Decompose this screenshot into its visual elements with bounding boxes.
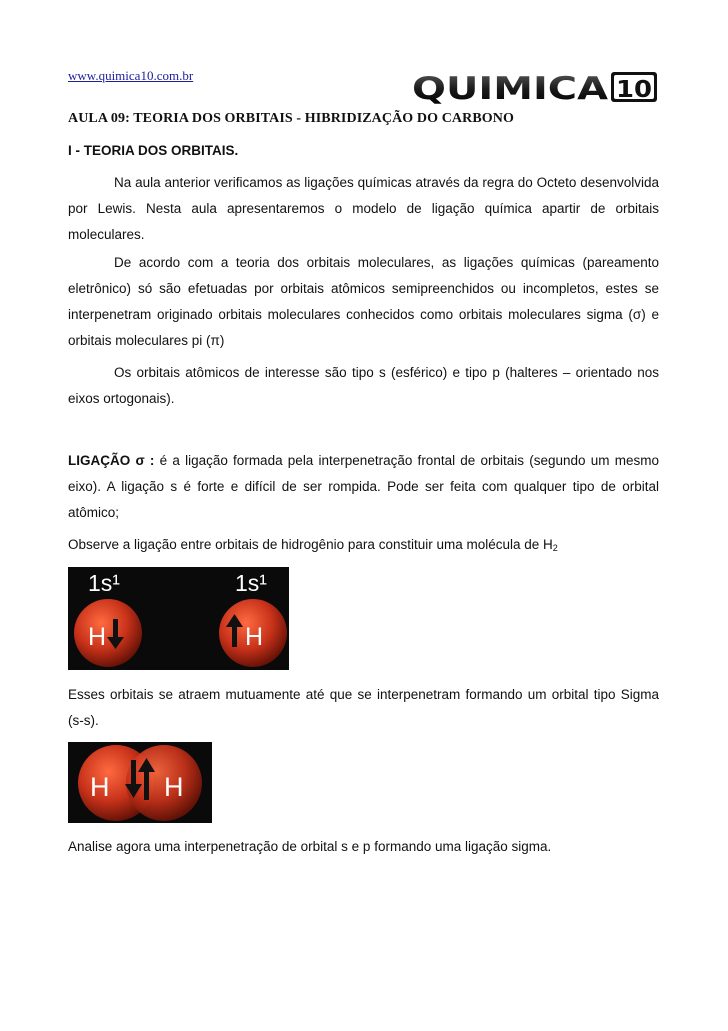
quimica10-logo [410,70,660,104]
site-url-link[interactable]: www.quimica10.com.br [68,68,194,83]
paragraph-sigma-bond [68,448,659,526]
overlap-right-atom: H [164,772,184,802]
observe-subscript: 2 [552,543,558,553]
paragraph-molecular-orbitals [68,250,659,354]
paragraph-observe [68,532,659,561]
left-orbital-label: 1s¹ [88,570,120,596]
overlap-left-atom: H [90,772,110,802]
paragraph-analise: Analise agora uma interpenetração de orbital s e p formando uma ligação sigma. [68,839,552,854]
figure-overlapping-orbitals [68,742,212,823]
sigma-bond-text: é a ligação formada pela interpenetração frontal de orbitais (segundo um mesmo eixo). A ligação s é forte e difícil de ser rompida. Pode ser feita com qualquer tipo de orbital atômico; [68,453,659,520]
svg-text:QUIMICA: QUIMICA [412,71,609,104]
section-title: I - TEORIA DOS ORBITAIS. [68,143,239,158]
paragraph-intro: Na aula anterior verificamos as ligações químicas através da regra do Octeto desenvolvida por Lewis. Nesta aula apresentaremos o modelo de ligação química apartir de orbitais moleculares. [68,175,659,242]
right-atom-symbol: H [245,623,264,651]
left-atom-symbol: H [88,623,107,651]
figure1-drawing [68,567,289,670]
figure-separate-h-orbitals [68,567,289,670]
observe-text: Observe a ligação entre orbitais de hidrogênio para constituir uma molécula de H [68,537,553,552]
svg-text:10: 10 [616,77,652,103]
paragraph-attract: Esses orbitais se atraem mutuamente até que se interpenetram formando um orbital tipo Sigma (s-s). [68,687,659,728]
sigma-bond-label: LIGAÇÃO σ : [68,453,155,468]
right-orbital-label: 1s¹ [235,570,267,596]
left-h-sphere [74,599,142,667]
paragraph-atomic-orbitals: Os orbitais atômicos de interesse são tipo s (esférico) e tipo p (halteres – orientado nos eixos ortogonais). [68,365,659,406]
lesson-title: AULA 09: TEORIA DOS ORBITAIS - HIBRIDIZAÇÃO DO CARBONO [68,111,514,126]
paragraph-molecular-orbitals-text: De acordo com a teoria dos orbitais moleculares, as ligações químicas (pareamento eletrônico) só são efetuadas por orbitais atômicos semipreenchidos ou incompletos, estes se interpenetram originado orbitais moleculares conhecidos como orbitais moleculares sigma (σ) e orbitais moleculares pi (π) [68,255,659,348]
figure2-drawing [68,742,212,823]
